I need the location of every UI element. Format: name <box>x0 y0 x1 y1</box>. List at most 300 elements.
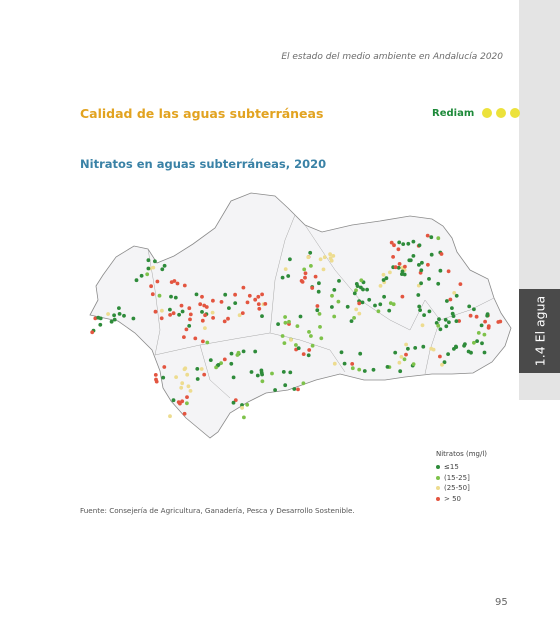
monitoring-point <box>346 305 350 309</box>
monitoring-point <box>310 286 314 290</box>
monitoring-point <box>350 362 354 366</box>
monitoring-point <box>472 341 476 345</box>
monitoring-point <box>455 319 459 323</box>
monitoring-point <box>147 258 151 262</box>
monitoring-point <box>185 401 189 405</box>
monitoring-point <box>459 282 463 286</box>
monitoring-point <box>438 355 442 359</box>
monitoring-point <box>418 243 422 247</box>
monitoring-point <box>449 298 453 302</box>
map-title: Nitratos en aguas subterráneas, 2020 <box>80 157 327 171</box>
map-container <box>80 185 520 455</box>
monitoring-point <box>422 313 426 317</box>
monitoring-point <box>113 318 117 322</box>
brand-dot-icon <box>510 108 520 118</box>
monitoring-point <box>447 320 451 324</box>
monitoring-point <box>132 317 136 321</box>
legend-swatch <box>436 465 440 469</box>
legend-label: ≤15 <box>444 463 459 472</box>
monitoring-point <box>382 295 386 299</box>
monitoring-point <box>233 293 237 297</box>
monitoring-point <box>240 406 244 410</box>
monitoring-point <box>379 284 383 288</box>
monitoring-point <box>287 320 291 324</box>
monitoring-point <box>429 347 433 351</box>
monitoring-point <box>394 265 398 269</box>
monitoring-point <box>209 358 213 362</box>
monitoring-point <box>483 333 487 337</box>
andalucia-map <box>80 185 520 455</box>
brand-dot-icon <box>482 108 492 118</box>
monitoring-point <box>110 320 114 324</box>
monitoring-point <box>303 276 307 280</box>
monitoring-point <box>160 316 164 320</box>
monitoring-point <box>181 310 185 314</box>
monitoring-point <box>317 290 321 294</box>
monitoring-point <box>353 292 357 296</box>
monitoring-point <box>397 241 401 245</box>
monitoring-point <box>292 387 296 391</box>
monitoring-point <box>257 307 261 311</box>
monitoring-point <box>220 300 224 304</box>
monitoring-point <box>398 262 402 266</box>
monitoring-point <box>472 307 476 311</box>
monitoring-point <box>447 269 451 273</box>
monitoring-point <box>400 355 404 359</box>
monitoring-point <box>187 306 191 310</box>
monitoring-point <box>337 279 341 283</box>
monitoring-point <box>229 362 233 366</box>
monitoring-point <box>281 276 285 280</box>
monitoring-point <box>185 373 189 377</box>
monitoring-point <box>299 315 303 319</box>
monitoring-point <box>309 334 313 338</box>
monitoring-point <box>398 369 402 373</box>
monitoring-point <box>351 366 355 370</box>
monitoring-point <box>180 399 184 403</box>
monitoring-point <box>444 324 448 328</box>
monitoring-point <box>202 373 206 377</box>
monitoring-point <box>168 313 172 317</box>
monitoring-point <box>406 242 410 246</box>
monitoring-point <box>330 294 334 298</box>
legend-item <box>436 473 487 484</box>
monitoring-point <box>151 292 155 296</box>
monitoring-point <box>281 334 285 338</box>
monitoring-point <box>455 294 459 298</box>
monitoring-point <box>328 252 332 256</box>
monitoring-point <box>203 326 207 330</box>
monitoring-point <box>196 377 200 381</box>
monitoring-point <box>389 301 393 305</box>
monitoring-point <box>426 234 430 238</box>
monitoring-point <box>307 330 311 334</box>
monitoring-point <box>200 367 204 371</box>
monitoring-point <box>200 310 204 314</box>
monitoring-point <box>145 272 149 276</box>
monitoring-point <box>246 301 250 305</box>
monitoring-point <box>168 414 172 418</box>
monitoring-point <box>412 362 416 366</box>
monitoring-point <box>401 270 405 274</box>
monitoring-point <box>302 381 306 385</box>
monitoring-point <box>332 315 336 319</box>
monitoring-point <box>242 286 246 290</box>
monitoring-point <box>419 268 423 272</box>
legend-label: (25-50] <box>444 484 470 493</box>
monitoring-point <box>352 316 356 320</box>
monitoring-point <box>454 345 458 349</box>
monitoring-point <box>242 416 246 420</box>
legend-item <box>436 462 487 473</box>
monitoring-point <box>195 367 199 371</box>
monitoring-point <box>177 400 181 404</box>
monitoring-point <box>283 315 287 319</box>
monitoring-point <box>147 267 151 271</box>
monitoring-point <box>357 368 361 372</box>
monitoring-point <box>174 375 178 379</box>
monitoring-point <box>250 370 254 374</box>
monitoring-point <box>413 346 417 350</box>
monitoring-point <box>135 278 139 282</box>
monitoring-point <box>416 293 420 297</box>
monitoring-point <box>296 324 300 328</box>
monitoring-point <box>439 327 443 331</box>
legend-item <box>436 483 487 494</box>
monitoring-point <box>436 282 440 286</box>
monitoring-point <box>373 304 377 308</box>
monitoring-point <box>154 310 158 314</box>
monitoring-point <box>452 291 456 295</box>
monitoring-point <box>317 281 321 285</box>
monitoring-point <box>361 301 365 305</box>
monitoring-point <box>367 298 371 302</box>
monitoring-point <box>156 280 160 284</box>
monitoring-point <box>306 255 310 259</box>
monitoring-point <box>248 294 252 298</box>
monitoring-point <box>330 259 334 263</box>
monitoring-point <box>377 309 381 313</box>
monitoring-point <box>257 302 261 306</box>
monitoring-point <box>496 320 500 324</box>
monitoring-point <box>168 308 172 312</box>
monitoring-point <box>309 264 313 268</box>
monitoring-point <box>469 314 473 318</box>
monitoring-point <box>315 308 319 312</box>
monitoring-point <box>440 252 444 256</box>
monitoring-point <box>276 322 280 326</box>
monitoring-point <box>426 263 430 267</box>
monitoring-point <box>232 376 236 380</box>
rediam-brand <box>432 106 520 120</box>
monitoring-point <box>185 395 189 399</box>
monitoring-point <box>153 259 157 263</box>
monitoring-point <box>361 288 365 292</box>
monitoring-point <box>189 389 193 393</box>
monitoring-point <box>357 312 361 316</box>
monitoring-point <box>270 372 274 376</box>
monitoring-point <box>302 352 306 356</box>
monitoring-point <box>286 274 290 278</box>
monitoring-point <box>163 264 167 268</box>
monitoring-point <box>151 266 155 270</box>
monitoring-point <box>480 341 484 345</box>
monitoring-point <box>211 316 215 320</box>
monitoring-point <box>436 236 440 240</box>
monitoring-point <box>437 317 441 321</box>
monitoring-point <box>358 352 362 356</box>
monitoring-point <box>307 348 311 352</box>
monitoring-point <box>382 273 386 277</box>
monitoring-point <box>122 314 126 318</box>
monitoring-point <box>183 284 187 288</box>
monitoring-point <box>392 243 396 247</box>
monitoring-point <box>160 309 164 313</box>
monitoring-point <box>118 312 122 316</box>
monitoring-point <box>311 344 315 348</box>
monitoring-point <box>170 280 174 284</box>
monitoring-point <box>155 380 159 384</box>
monitoring-point <box>304 271 308 275</box>
rediam-logo: Rediam <box>432 107 475 119</box>
monitoring-point <box>350 319 354 323</box>
monitoring-point <box>198 302 202 306</box>
monitoring-point <box>475 339 479 343</box>
monitoring-point <box>401 295 405 299</box>
monitoring-point <box>289 338 293 342</box>
section-title: Calidad de las aguas subterráneas <box>80 106 324 121</box>
monitoring-point <box>117 306 121 310</box>
monitoring-point <box>263 302 267 306</box>
monitoring-point <box>462 344 466 348</box>
monitoring-point <box>245 403 249 407</box>
monitoring-point <box>322 268 326 272</box>
monitoring-point <box>387 309 391 313</box>
monitoring-point <box>417 305 421 309</box>
monitoring-point <box>256 295 260 299</box>
monitoring-point <box>398 361 402 365</box>
publication-title: El estado del medio ambiente en Andalucía 2020 <box>281 52 503 62</box>
monitoring-point <box>467 305 471 309</box>
monitoring-point <box>487 324 491 328</box>
monitoring-point <box>319 257 323 261</box>
monitoring-point <box>308 251 312 255</box>
monitoring-point <box>401 242 405 246</box>
monitoring-point <box>226 317 230 321</box>
monitoring-point <box>318 325 322 329</box>
monitoring-point <box>96 316 100 320</box>
monitoring-point <box>201 340 205 344</box>
monitoring-point <box>302 268 306 272</box>
monitoring-point <box>340 350 344 354</box>
monitoring-point <box>260 371 264 375</box>
monitoring-point <box>284 321 288 325</box>
monitoring-point <box>236 353 240 357</box>
monitoring-point <box>418 308 422 312</box>
legend-swatch <box>436 486 440 490</box>
monitoring-point <box>273 388 277 392</box>
monitoring-point <box>378 302 382 306</box>
monitoring-point <box>486 312 490 316</box>
monitoring-point <box>359 278 363 282</box>
monitoring-point <box>354 308 358 312</box>
monitoring-point <box>417 263 421 267</box>
monitoring-point <box>403 265 407 269</box>
monitoring-point <box>154 373 158 377</box>
monitoring-point <box>260 293 264 297</box>
monitoring-point <box>337 300 341 304</box>
monitoring-point <box>419 281 423 285</box>
monitoring-point <box>227 306 231 310</box>
monitoring-point <box>172 311 176 315</box>
monitoring-point <box>179 386 183 390</box>
monitoring-point <box>429 235 433 239</box>
monitoring-point <box>406 347 410 351</box>
monitoring-point <box>393 351 397 355</box>
legend-swatch <box>436 476 440 480</box>
monitoring-point <box>412 240 416 244</box>
monitoring-point <box>385 276 389 280</box>
monitoring-point <box>323 255 327 259</box>
monitoring-point <box>483 351 487 355</box>
monitoring-point <box>242 350 246 354</box>
monitoring-point <box>140 274 144 278</box>
monitoring-point <box>253 298 257 302</box>
legend-title: Nitratos (mg/l) <box>436 450 488 458</box>
monitoring-point <box>90 330 94 334</box>
monitoring-point <box>467 350 471 354</box>
map-legend <box>436 450 487 504</box>
monitoring-point <box>188 318 192 322</box>
monitoring-point <box>238 313 242 317</box>
monitoring-point <box>386 365 390 369</box>
monitoring-point <box>301 280 305 284</box>
monitoring-point <box>296 388 300 392</box>
monitoring-point <box>318 312 322 316</box>
monitoring-point <box>223 358 227 362</box>
monitoring-point <box>451 312 455 316</box>
legend-label: > 50 <box>444 494 461 503</box>
monitoring-point <box>331 254 335 258</box>
monitoring-point <box>475 315 479 319</box>
monitoring-point <box>436 324 440 328</box>
monitoring-point <box>421 323 425 327</box>
monitoring-point <box>450 306 454 310</box>
monitoring-point <box>233 301 237 305</box>
monitoring-point <box>205 341 209 345</box>
monitoring-point <box>477 331 481 335</box>
page-number: 95 <box>495 597 508 608</box>
monitoring-point <box>403 273 407 277</box>
monitoring-point <box>185 328 189 332</box>
monitoring-point <box>283 383 287 387</box>
monitoring-point <box>174 296 178 300</box>
monitoring-point <box>201 319 205 323</box>
monitoring-point <box>404 343 408 347</box>
monitoring-point <box>284 267 288 271</box>
monitoring-point <box>112 313 116 317</box>
monitoring-point <box>193 337 197 341</box>
monitoring-point <box>241 311 245 315</box>
monitoring-point <box>223 293 227 297</box>
monitoring-point <box>189 313 193 317</box>
monitoring-point <box>256 374 260 378</box>
chapter-tab-label: 1.4 El agua <box>532 295 548 367</box>
monitoring-point <box>283 341 287 345</box>
monitoring-point <box>253 350 257 354</box>
monitoring-point <box>357 302 361 306</box>
monitoring-point <box>288 257 292 261</box>
monitoring-point <box>223 320 227 324</box>
monitoring-point <box>211 311 215 315</box>
monitoring-point <box>169 295 173 299</box>
monitoring-point <box>412 254 416 258</box>
monitoring-point <box>232 401 236 405</box>
monitoring-point <box>445 299 449 303</box>
monitoring-point <box>319 336 323 340</box>
monitoring-point <box>158 294 162 298</box>
monitoring-point <box>314 275 318 279</box>
monitoring-point <box>162 365 166 369</box>
monitoring-point <box>282 370 286 374</box>
monitoring-point <box>98 323 102 327</box>
monitoring-point <box>388 271 392 275</box>
monitoring-point <box>106 312 110 316</box>
brand-dot-icon <box>496 108 506 118</box>
monitoring-point <box>439 269 443 273</box>
monitoring-point <box>205 305 209 309</box>
monitoring-point <box>297 346 301 350</box>
monitoring-point <box>333 362 337 366</box>
monitoring-point <box>200 295 204 299</box>
monitoring-point <box>407 258 411 262</box>
monitoring-point <box>480 324 484 328</box>
monitoring-point <box>343 362 347 366</box>
monitoring-point <box>261 379 265 383</box>
monitoring-point <box>211 299 215 303</box>
monitoring-point <box>160 267 164 271</box>
monitoring-point <box>483 320 487 324</box>
monitoring-point <box>180 304 184 308</box>
monitoring-point <box>372 368 376 372</box>
monitoring-point <box>446 352 450 356</box>
monitoring-point <box>230 352 234 356</box>
monitoring-point <box>444 318 448 322</box>
monitoring-point <box>365 288 369 292</box>
monitoring-point <box>203 313 207 317</box>
monitoring-point <box>421 345 425 349</box>
source-note: Fuente: Consejería de Agricultura, Ganadería, Pesca y Desarrollo Sostenible. <box>80 506 355 515</box>
monitoring-point <box>288 371 292 375</box>
monitoring-point <box>182 335 186 339</box>
monitoring-point <box>330 305 334 309</box>
monitoring-point <box>332 288 336 292</box>
monitoring-point <box>187 384 191 388</box>
monitoring-point <box>294 343 298 347</box>
monitoring-point <box>430 253 434 257</box>
monitoring-point <box>161 376 165 380</box>
monitoring-point <box>183 367 187 371</box>
monitoring-point <box>356 284 360 288</box>
legend-label: (15-25] <box>444 473 470 482</box>
monitoring-point <box>187 324 191 328</box>
monitoring-point <box>363 369 367 373</box>
legend-swatch <box>436 497 440 501</box>
monitoring-point <box>260 314 264 318</box>
monitoring-point <box>307 353 311 357</box>
monitoring-point <box>180 381 184 385</box>
monitoring-point <box>176 282 180 286</box>
